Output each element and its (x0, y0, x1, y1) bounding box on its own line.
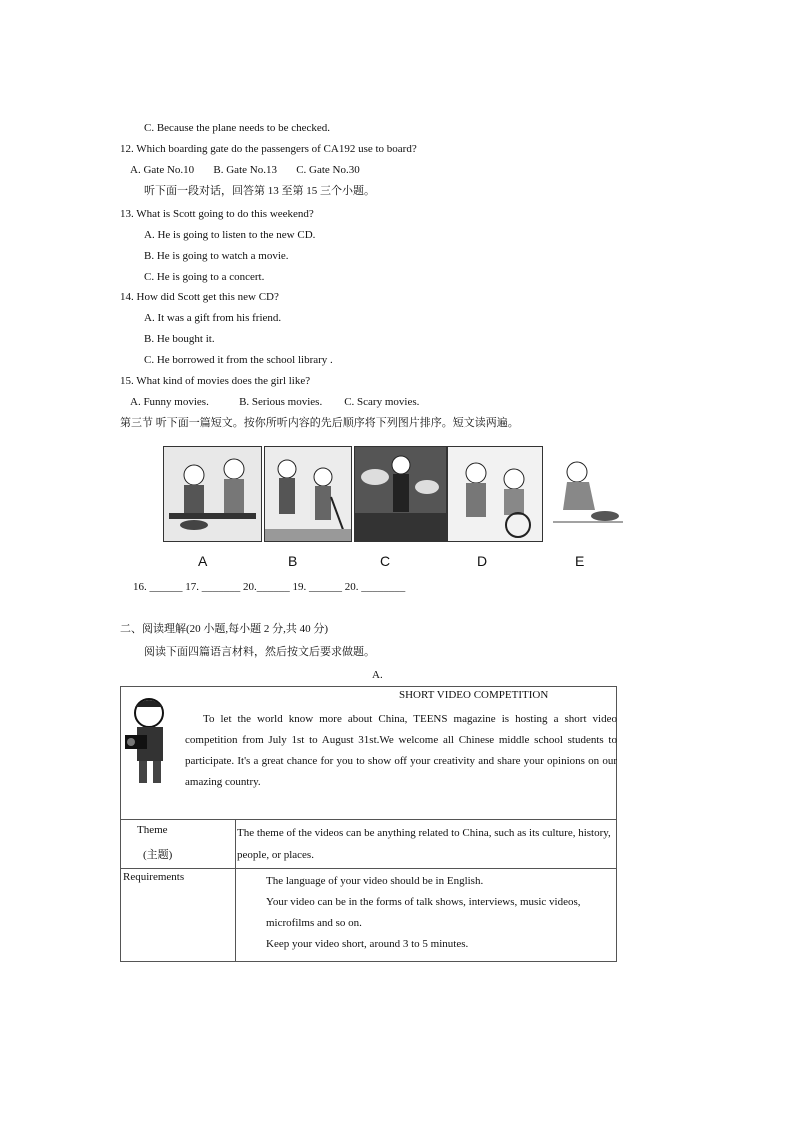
picture-e (543, 446, 632, 540)
competition-notice-table (120, 686, 617, 962)
girl-with-grandmother-illustration (448, 447, 542, 541)
reading-instruction: 阅读下面四篇语言材料，然后按文后要求做题。 (144, 646, 375, 658)
q14-option-a: A. It was a gift from his friend. (144, 312, 282, 324)
picture-d (447, 446, 543, 542)
ordering-answer-blanks[interactable]: 16. ______ 17. _______ 20.______ 19. ______ 20. ________ (133, 581, 406, 593)
q15-question: 15. What kind of movies does the girl like? (120, 375, 311, 387)
picture-label-a: A (198, 553, 208, 569)
q13-question: 13. What is Scott going to do this weekend? (120, 208, 314, 220)
q13-option-b: B. He is going to watch a movie. (144, 250, 289, 262)
competition-title: SHORT VIDEO COMPETITION (399, 689, 549, 701)
boy-with-camera-icon (123, 693, 181, 785)
competition-intro-cell (121, 687, 617, 820)
q13-option-a: A. He is going to listen to the new CD. (144, 229, 316, 241)
q11-option-c: C. Because the plane needs to be checked. (144, 122, 331, 134)
section3-instruction: 第三节 听下面一篇短文。按你所听内容的先后顺序将下列图片排序。短文读两遍。 (120, 417, 519, 429)
theme-key-cell (121, 820, 236, 869)
theme-key-cn: (主题) (143, 849, 173, 861)
passage-label: A. (372, 669, 383, 681)
q14-question: 14. How did Scott get this new CD? (120, 291, 279, 303)
q12-options: A. Gate No.10 B. Gate No.13 C. Gate No.30 (130, 164, 360, 176)
girl-crouching-illustration (543, 446, 632, 540)
picture-label-e: E (575, 553, 585, 569)
children-eating-illustration (164, 447, 261, 541)
farmer-in-field-illustration (355, 447, 446, 541)
q15-options: A. Funny movies. B. Serious movies. C. Scary movies. (130, 396, 420, 408)
q14-option-b: B. He bought it. (144, 333, 215, 345)
picture-a (163, 446, 262, 542)
q13-option-c: C. He is going to a concert. (144, 271, 265, 283)
requirement-item: The language of your video should be in English. (266, 875, 484, 887)
theme-value: The theme of the videos can be anything related to China, such as its culture, history, people, or places. (236, 820, 617, 869)
competition-intro-text: To let the world know more about China, TEENS magazine is hosting a short video competition from July 1st to August 31st.We welcome all Chinese middle school students to participate. It's a great chance for you to show off your creativity and share your opinions on our amazing country. (185, 713, 617, 788)
q14-option-c: C. He borrowed it from the school library . (144, 354, 333, 366)
picture-c (354, 446, 447, 542)
children-sweeping-illustration (265, 447, 351, 541)
requirement-item: Keep your video short, around 3 to 5 minutes. (266, 938, 469, 950)
picture-label-b: B (288, 553, 298, 569)
requirements-key: Requirements (121, 869, 236, 962)
instruction-13-15: 听下面一段对话，回答第 13 至第 15 三个小题。 (144, 185, 375, 197)
theme-key: Theme (137, 824, 168, 836)
picture-b (264, 446, 352, 542)
q12-question: 12. Which boarding gate do the passengers of CA192 use to board? (120, 143, 417, 155)
requirement-item: Your video can be in the forms of talk shows, interviews, music videos, microfilms and so on. (266, 896, 581, 929)
picture-label-d: D (477, 553, 488, 569)
requirements-list (236, 869, 617, 962)
picture-label-c: C (380, 553, 391, 569)
reading-section-heading: 二、阅读理解(20 小题,每小题 2 分,共 40 分) (120, 623, 329, 635)
